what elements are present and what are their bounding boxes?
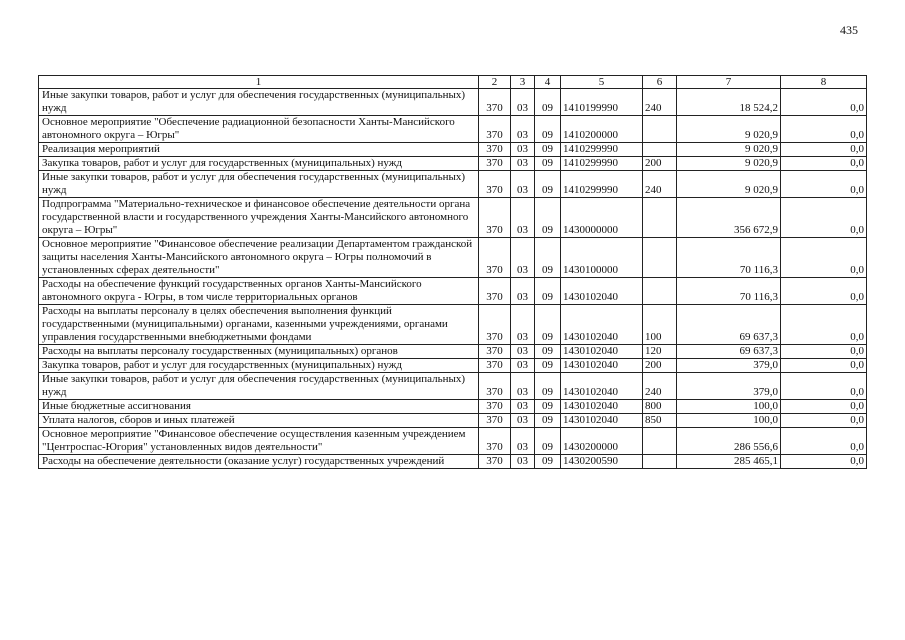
subsection-code-cell: 09 <box>535 278 561 305</box>
table-row <box>39 359 867 373</box>
section-code-cell: 03 <box>511 198 535 238</box>
section-code-cell: 03 <box>511 359 535 373</box>
amount-cell: 9 020,9 <box>677 157 781 171</box>
amount-cell: 356 672,9 <box>677 198 781 238</box>
section-code-cell: 03 <box>511 157 535 171</box>
subsection-code-cell: 09 <box>535 89 561 116</box>
ministry-code-cell: 370 <box>479 278 511 305</box>
ministry-code-cell: 370 <box>479 171 511 198</box>
expense-type-cell: 240 <box>643 89 677 116</box>
description-cell: Основное мероприятие "Финансовое обеспечение осуществления казенным учреждением "Центроспас-Югория" установленных видов деятельности" <box>39 428 479 455</box>
amount-2-cell: 0,0 <box>781 455 867 469</box>
description-cell: Расходы на выплаты персоналу государственных (муниципальных) органов <box>39 345 479 359</box>
subsection-code-cell: 09 <box>535 157 561 171</box>
amount-2-cell: 0,0 <box>781 428 867 455</box>
table-row <box>39 400 867 414</box>
target-article-cell: 1430200590 <box>561 455 643 469</box>
header-cell: 8 <box>781 76 867 89</box>
table-row <box>39 143 867 157</box>
table-row <box>39 157 867 171</box>
amount-2-cell: 0,0 <box>781 171 867 198</box>
ministry-code-cell: 370 <box>479 414 511 428</box>
description-cell: Расходы на выплаты персоналу в целях обеспечения выполнения функций государственными (муниципальными) органами, казенными учреждениями, органами управления государственными внебюджетными фондами <box>39 305 479 345</box>
section-code-cell: 03 <box>511 428 535 455</box>
target-article-cell: 1430200000 <box>561 428 643 455</box>
expense-type-cell: 200 <box>643 359 677 373</box>
expense-type-cell: 240 <box>643 373 677 400</box>
amount-2-cell: 0,0 <box>781 278 867 305</box>
table-row <box>39 198 867 238</box>
header-cell: 4 <box>535 76 561 89</box>
description-cell: Основное мероприятие "Финансовое обеспечение реализации Департаментом гражданской защиты населения Ханты-Мансийского автономного округа – Югры полномочий в установленных сферах деятельности" <box>39 238 479 278</box>
table-row <box>39 238 867 278</box>
target-article-cell: 1430100000 <box>561 238 643 278</box>
subsection-code-cell: 09 <box>535 198 561 238</box>
target-article-cell: 1430102040 <box>561 400 643 414</box>
target-article-cell: 1430102040 <box>561 414 643 428</box>
table-body <box>39 89 867 469</box>
expense-type-cell <box>643 455 677 469</box>
expense-type-cell: 100 <box>643 305 677 345</box>
amount-2-cell: 0,0 <box>781 414 867 428</box>
subsection-code-cell: 09 <box>535 373 561 400</box>
table-row <box>39 345 867 359</box>
amount-2-cell: 0,0 <box>781 305 867 345</box>
amount-cell: 100,0 <box>677 414 781 428</box>
amount-2-cell: 0,0 <box>781 116 867 143</box>
table-row <box>39 428 867 455</box>
target-article-cell: 1430102040 <box>561 305 643 345</box>
header-cell: 7 <box>677 76 781 89</box>
expense-type-cell <box>643 198 677 238</box>
table-row <box>39 278 867 305</box>
amount-cell: 69 637,3 <box>677 305 781 345</box>
header-cell: 5 <box>561 76 643 89</box>
description-cell: Закупка товаров, работ и услуг для государственных (муниципальных) нужд <box>39 157 479 171</box>
expense-type-cell <box>643 116 677 143</box>
subsection-code-cell: 09 <box>535 400 561 414</box>
subsection-code-cell: 09 <box>535 345 561 359</box>
section-code-cell: 03 <box>511 171 535 198</box>
subsection-code-cell: 09 <box>535 238 561 278</box>
description-cell: Иные закупки товаров, работ и услуг для обеспечения государственных (муниципальных) нужд <box>39 373 479 400</box>
section-code-cell: 03 <box>511 345 535 359</box>
ministry-code-cell: 370 <box>479 89 511 116</box>
section-code-cell: 03 <box>511 89 535 116</box>
header-cell: 6 <box>643 76 677 89</box>
amount-cell: 286 556,6 <box>677 428 781 455</box>
amount-cell: 285 465,1 <box>677 455 781 469</box>
ministry-code-cell: 370 <box>479 359 511 373</box>
amount-cell: 9 020,9 <box>677 171 781 198</box>
amount-cell: 9 020,9 <box>677 116 781 143</box>
subsection-code-cell: 09 <box>535 305 561 345</box>
subsection-code-cell: 09 <box>535 414 561 428</box>
ministry-code-cell: 370 <box>479 157 511 171</box>
ministry-code-cell: 370 <box>479 143 511 157</box>
amount-2-cell: 0,0 <box>781 359 867 373</box>
expense-type-cell <box>643 143 677 157</box>
expense-type-cell: 120 <box>643 345 677 359</box>
section-code-cell: 03 <box>511 305 535 345</box>
amount-cell: 100,0 <box>677 400 781 414</box>
amount-2-cell: 0,0 <box>781 345 867 359</box>
table-row <box>39 455 867 469</box>
description-cell: Подпрограмма "Материально-техническое и финансовое обеспечение деятельности органа государственной власти и государственного учреждения Ханты-Мансийского автономного округа – Югры" <box>39 198 479 238</box>
amount-cell: 69 637,3 <box>677 345 781 359</box>
section-code-cell: 03 <box>511 455 535 469</box>
subsection-code-cell: 09 <box>535 171 561 198</box>
target-article-cell: 1430102040 <box>561 373 643 400</box>
ministry-code-cell: 370 <box>479 455 511 469</box>
description-cell: Реализация мероприятий <box>39 143 479 157</box>
target-article-cell: 1410299990 <box>561 143 643 157</box>
table-row <box>39 171 867 198</box>
description-cell: Расходы на обеспечение деятельности (оказание услуг) государственных учреждений <box>39 455 479 469</box>
ministry-code-cell: 370 <box>479 428 511 455</box>
expense-type-cell <box>643 428 677 455</box>
expense-type-cell <box>643 278 677 305</box>
expense-type-cell <box>643 238 677 278</box>
amount-cell: 9 020,9 <box>677 143 781 157</box>
subsection-code-cell: 09 <box>535 428 561 455</box>
table-row <box>39 414 867 428</box>
budget-table <box>38 75 867 469</box>
amount-cell: 18 524,2 <box>677 89 781 116</box>
amount-2-cell: 0,0 <box>781 143 867 157</box>
description-cell: Основное мероприятие "Обеспечение радиационной безопасности Ханты-Мансийского автономного округа – Югры" <box>39 116 479 143</box>
description-cell: Иные закупки товаров, работ и услуг для обеспечения государственных (муниципальных) нужд <box>39 171 479 198</box>
target-article-cell: 1430102040 <box>561 345 643 359</box>
header-cell: 1 <box>39 76 479 89</box>
description-cell: Расходы на обеспечение функций государственных органов Ханты-Мансийского автономного округа - Югры, в том числе территориальных органов <box>39 278 479 305</box>
ministry-code-cell: 370 <box>479 400 511 414</box>
amount-2-cell: 0,0 <box>781 89 867 116</box>
amount-cell: 379,0 <box>677 373 781 400</box>
subsection-code-cell: 09 <box>535 116 561 143</box>
section-code-cell: 03 <box>511 238 535 278</box>
section-code-cell: 03 <box>511 278 535 305</box>
description-cell: Иные бюджетные ассигнования <box>39 400 479 414</box>
target-article-cell: 1430102040 <box>561 359 643 373</box>
ministry-code-cell: 370 <box>479 345 511 359</box>
target-article-cell: 1410299990 <box>561 171 643 198</box>
target-article-cell: 1410199990 <box>561 89 643 116</box>
amount-2-cell: 0,0 <box>781 373 867 400</box>
amount-2-cell: 0,0 <box>781 400 867 414</box>
ministry-code-cell: 370 <box>479 305 511 345</box>
amount-2-cell: 0,0 <box>781 157 867 171</box>
section-code-cell: 03 <box>511 414 535 428</box>
header-cell: 3 <box>511 76 535 89</box>
section-code-cell: 03 <box>511 116 535 143</box>
amount-cell: 70 116,3 <box>677 238 781 278</box>
amount-cell: 379,0 <box>677 359 781 373</box>
page-number: 435 <box>840 23 858 37</box>
subsection-code-cell: 09 <box>535 455 561 469</box>
header-cell: 2 <box>479 76 511 89</box>
expense-type-cell: 850 <box>643 414 677 428</box>
section-code-cell: 03 <box>511 143 535 157</box>
amount-2-cell: 0,0 <box>781 198 867 238</box>
header-row <box>39 76 867 89</box>
target-article-cell: 1410299990 <box>561 157 643 171</box>
table-row <box>39 89 867 116</box>
expense-type-cell: 800 <box>643 400 677 414</box>
target-article-cell: 1430102040 <box>561 278 643 305</box>
table-row <box>39 116 867 143</box>
amount-2-cell: 0,0 <box>781 238 867 278</box>
ministry-code-cell: 370 <box>479 373 511 400</box>
description-cell: Уплата налогов, сборов и иных платежей <box>39 414 479 428</box>
target-article-cell: 1430000000 <box>561 198 643 238</box>
expense-type-cell: 200 <box>643 157 677 171</box>
ministry-code-cell: 370 <box>479 198 511 238</box>
expense-type-cell: 240 <box>643 171 677 198</box>
subsection-code-cell: 09 <box>535 143 561 157</box>
section-code-cell: 03 <box>511 373 535 400</box>
target-article-cell: 1410200000 <box>561 116 643 143</box>
table-row <box>39 373 867 400</box>
ministry-code-cell: 370 <box>479 116 511 143</box>
description-cell: Закупка товаров, работ и услуг для государственных (муниципальных) нужд <box>39 359 479 373</box>
amount-cell: 70 116,3 <box>677 278 781 305</box>
table-row <box>39 305 867 345</box>
description-cell: Иные закупки товаров, работ и услуг для обеспечения государственных (муниципальных) нужд <box>39 89 479 116</box>
subsection-code-cell: 09 <box>535 359 561 373</box>
ministry-code-cell: 370 <box>479 238 511 278</box>
section-code-cell: 03 <box>511 400 535 414</box>
